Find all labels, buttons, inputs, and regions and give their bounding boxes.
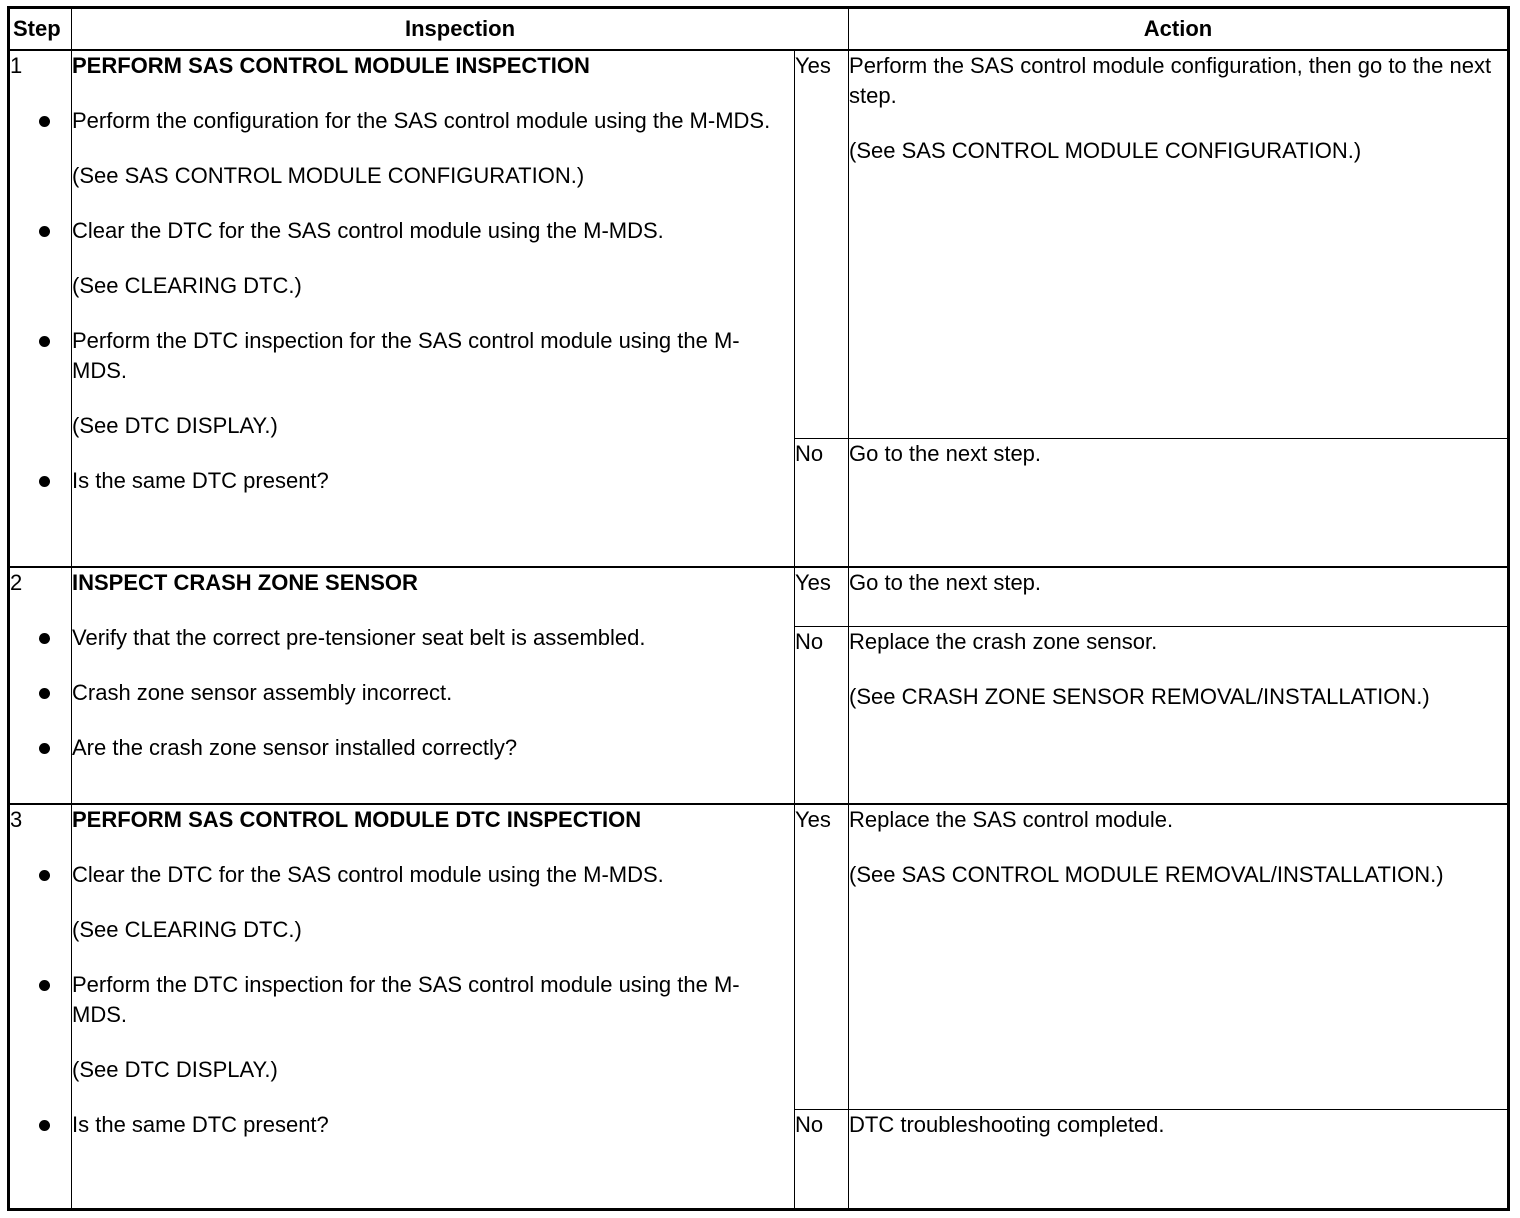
see-reference: (See SAS CONTROL MODULE CONFIGURATION.) — [72, 163, 585, 188]
troubleshooting-table — [7, 6, 1510, 1211]
see-reference: (See DTC DISPLAY.) — [72, 1057, 278, 1082]
see-reference: (See DTC DISPLAY.) — [72, 413, 278, 438]
inspection-bullet: Clear the DTC for the SAS control module using the M-MDS. — [72, 216, 794, 246]
inspection-bullet: Clear the DTC for the SAS control module using the M-MDS. — [72, 860, 794, 890]
action-text: Go to the next step. — [849, 440, 1042, 466]
yes-action-cell — [849, 50, 1509, 438]
step-number: 2 — [9, 567, 72, 804]
step-number: 1 — [9, 50, 72, 567]
yes-label: Yes — [795, 567, 849, 626]
header-row — [9, 8, 1509, 51]
inspection-bullet: Are the crash zone sensor installed correctly? — [72, 733, 794, 763]
inspection-title: PERFORM SAS CONTROL MODULE DTC INSPECTION — [72, 807, 642, 832]
no-label: No — [795, 626, 849, 804]
inspection-cell — [72, 50, 795, 567]
inspection-cell — [72, 567, 795, 804]
step-number: 3 — [9, 804, 72, 1209]
inspection-bullet: Perform the DTC inspection for the SAS control module using the M-MDS. — [72, 970, 794, 1030]
see-reference: (See CLEARING DTC.) — [72, 917, 302, 942]
see-reference: (See CLEARING DTC.) — [72, 273, 302, 298]
inspection-title: PERFORM SAS CONTROL MODULE INSPECTION — [72, 53, 590, 78]
action-text: Perform the SAS control module configuration, then go to the next step. — [849, 53, 1492, 108]
action-text: Replace the SAS control module. — [849, 807, 1174, 832]
inspection-bullet: Perform the DTC inspection for the SAS control module using the M-MDS. — [72, 326, 794, 386]
no-action-cell — [849, 438, 1509, 567]
action-reference: (See SAS CONTROL MODULE REMOVAL/INSTALLATION.) — [849, 862, 1444, 887]
inspection-cell — [72, 804, 795, 1209]
action-reference: (See SAS CONTROL MODULE CONFIGURATION.) — [849, 138, 1362, 163]
inspection-title: INSPECT CRASH ZONE SENSOR — [72, 570, 418, 595]
action-reference: (See CRASH ZONE SENSOR REMOVAL/INSTALLATION.) — [849, 683, 1430, 709]
action-header: Action — [849, 8, 1509, 51]
step-3-group — [9, 804, 1509, 1209]
action-text: Go to the next step. — [849, 570, 1042, 595]
inspection-bullet: Perform the configuration for the SAS control module using the M-MDS. — [72, 106, 794, 136]
yes-action-cell — [849, 567, 1509, 626]
no-action-cell — [849, 1109, 1509, 1209]
no-label: No — [795, 1109, 849, 1209]
yes-label: Yes — [795, 804, 849, 1109]
yes-label: Yes — [795, 50, 849, 438]
inspection-header: Inspection — [72, 8, 849, 51]
step-header: Step — [9, 8, 72, 51]
step-1-group — [9, 50, 1509, 567]
inspection-bullet: Is the same DTC present? — [72, 466, 794, 496]
inspection-bullet: Verify that the correct pre-tensioner seat belt is assembled. — [72, 623, 794, 653]
inspection-bullet: Is the same DTC present? — [72, 1110, 794, 1140]
action-text: Replace the crash zone sensor. — [849, 628, 1158, 654]
inspection-bullet: Crash zone sensor assembly incorrect. — [72, 678, 794, 708]
step-2-group — [9, 567, 1509, 804]
yes-action-cell — [849, 804, 1509, 1109]
no-label: No — [795, 438, 849, 567]
no-action-cell — [849, 626, 1509, 804]
action-text: DTC troubleshooting completed. — [849, 1111, 1165, 1137]
